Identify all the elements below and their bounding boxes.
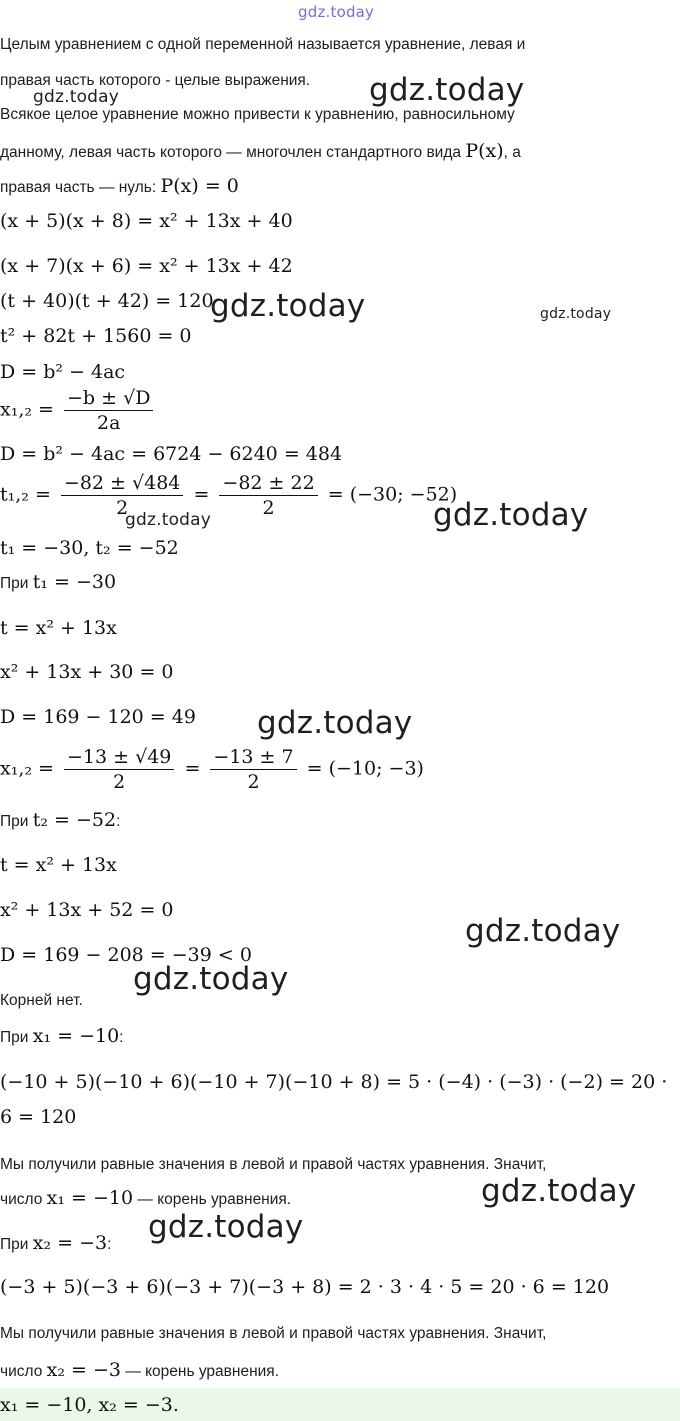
case-heading [0, 810, 120, 832]
formula-inline: P(x) [465, 140, 504, 162]
equation: x² + 13x + 30 = 0 [0, 661, 174, 683]
paragraph: Мы получили равные значения в левой и правой частях уравнения. Значит, [0, 1156, 547, 1173]
fraction-numerator: −82 ± √484 [61, 471, 183, 496]
formula-inline: x₂ = −3 [46, 1359, 121, 1381]
equation: D = 169 − 208 = −39 < 0 [0, 944, 252, 966]
equation: (−10 + 5)(−10 + 6)(−10 + 7)(−10 + 8) = 5 · (−4) · (−3) · (−2) = 20 · [0, 1071, 668, 1093]
answer: x₁ = −10, x₂ = −3. [0, 1394, 179, 1416]
watermark: gdz.today [465, 913, 621, 949]
watermark: gdz.today [540, 306, 612, 322]
paragraph: Целым уравнением с одной переменной называется уравнение, левая и [0, 36, 526, 53]
formula-inline: P(x) = 0 [160, 175, 239, 197]
watermark: gdz.today [148, 1209, 304, 1245]
equation-rhs: = (−30; −52) [327, 483, 458, 506]
watermark-top: gdz.today [298, 3, 375, 21]
case-label: При [0, 1029, 29, 1046]
equation-lhs: x₁,₂ = [0, 757, 54, 780]
watermark: gdz.today [369, 72, 525, 108]
fraction [64, 745, 174, 794]
equation: (x + 7)(x + 6) = x² + 13x + 42 [0, 255, 293, 277]
equation-rhs: = (−10; −3) [306, 757, 424, 780]
equation: (−3 + 5)(−3 + 6)(−3 + 7)(−3 + 8) = 2 · 3 · 4 · 5 = 20 · 6 = 120 [0, 1276, 610, 1298]
paragraph [0, 1188, 291, 1210]
equation: D = b² − 4ac [0, 361, 126, 383]
paragraph-text: — корень уравнения. [125, 1363, 280, 1380]
no-roots-text: Корней нет. [0, 992, 83, 1009]
fraction [64, 386, 153, 435]
equation: x² + 13x + 52 = 0 [0, 899, 174, 921]
formula-inline: x₁ = −10 [32, 1025, 120, 1047]
paragraph: Мы получили равные значения в левой и правой частях уравнения. Значит, [0, 1325, 547, 1342]
equation-fraction: t₁,₂ = $\frac{-82 \pm √484}{2}$ = $\frac{-82 \pm 22}{2}$ = (−30; −52) [0, 472, 458, 519]
fraction-denominator: 2 [247, 771, 260, 793]
fraction-denominator: 2 [116, 497, 129, 519]
paragraph-text: правая часть — нуль: [0, 179, 157, 196]
fraction-numerator: −82 ± 22 [219, 471, 317, 496]
formula-inline: t₂ = −52 [32, 809, 117, 831]
case-label: При [0, 1236, 29, 1253]
watermark: gdz.today [210, 288, 366, 324]
fraction-numerator: −b ± √D [64, 386, 153, 411]
paragraph: Всякое целое уравнение можно привести к уравнению, равносильному [0, 106, 515, 123]
colon: : [119, 1029, 124, 1046]
paragraph [0, 176, 239, 198]
paragraph-text: число [0, 1191, 43, 1208]
watermark: gdz.today [125, 510, 212, 530]
paragraph [0, 1360, 279, 1382]
formula-inline: x₂ = −3 [32, 1232, 108, 1254]
colon: : [116, 813, 121, 830]
equation: t² + 82t + 1560 = 0 [0, 325, 192, 347]
colon: : [107, 1236, 112, 1253]
equation: (x + 5)(x + 8) = x² + 13x + 40 [0, 210, 293, 232]
equation: (t + 40)(t + 42) = 120 [0, 290, 214, 312]
case-heading [0, 1026, 123, 1048]
fraction-numerator: −13 ± 7 [210, 745, 296, 770]
paragraph: правая часть которого - целые выражения. [0, 72, 311, 89]
watermark: gdz.today [481, 1173, 637, 1209]
fraction [219, 471, 317, 520]
fraction-denominator: 2a [97, 412, 121, 434]
equation-fraction: x₁,₂ = $\frac{-13 \pm √49}{2}$ = $\frac{-13 \pm 7}{2}$ = (−10; −3) [0, 746, 424, 793]
paragraph [0, 141, 521, 163]
equation: D = b² − 4ac = 6724 − 6240 = 484 [0, 443, 343, 465]
equation-fraction [0, 386, 157, 435]
equation: D = 169 − 120 = 49 [0, 706, 196, 728]
paragraph-text: число [0, 1363, 43, 1380]
equation: t₁ = −30, t₂ = −52 [0, 537, 179, 559]
paragraph-text: , а [503, 144, 521, 161]
case-label: При [0, 575, 29, 592]
paragraph-text: — корень уравнения. [137, 1191, 292, 1208]
equation: t = x² + 13x [0, 854, 117, 876]
watermark: gdz.today [33, 87, 120, 107]
watermark: gdz.today [433, 497, 589, 533]
answer-box [0, 1388, 680, 1421]
case-heading [0, 1233, 111, 1255]
formula-inline: x₁ = −10 [46, 1187, 134, 1209]
watermark: gdz.today [133, 961, 289, 997]
equation-lhs: t₁,₂ = [0, 483, 51, 506]
paragraph-text: данному, левая часть которого — многочлен стандартного вида [0, 144, 461, 161]
fraction-denominator: 2 [262, 497, 275, 519]
equation: t = x² + 13x [0, 617, 117, 639]
equation: 6 = 120 [0, 1106, 77, 1128]
fraction-denominator: 2 [113, 771, 126, 793]
formula-inline: t₁ = −30 [32, 571, 117, 593]
equation-lhs: x₁,₂ = [0, 398, 54, 421]
watermark: gdz.today [257, 705, 413, 741]
fraction [61, 471, 183, 520]
case-heading [0, 572, 116, 594]
fraction [210, 745, 296, 794]
case-label: При [0, 813, 29, 830]
fraction-numerator: −13 ± √49 [64, 745, 174, 770]
